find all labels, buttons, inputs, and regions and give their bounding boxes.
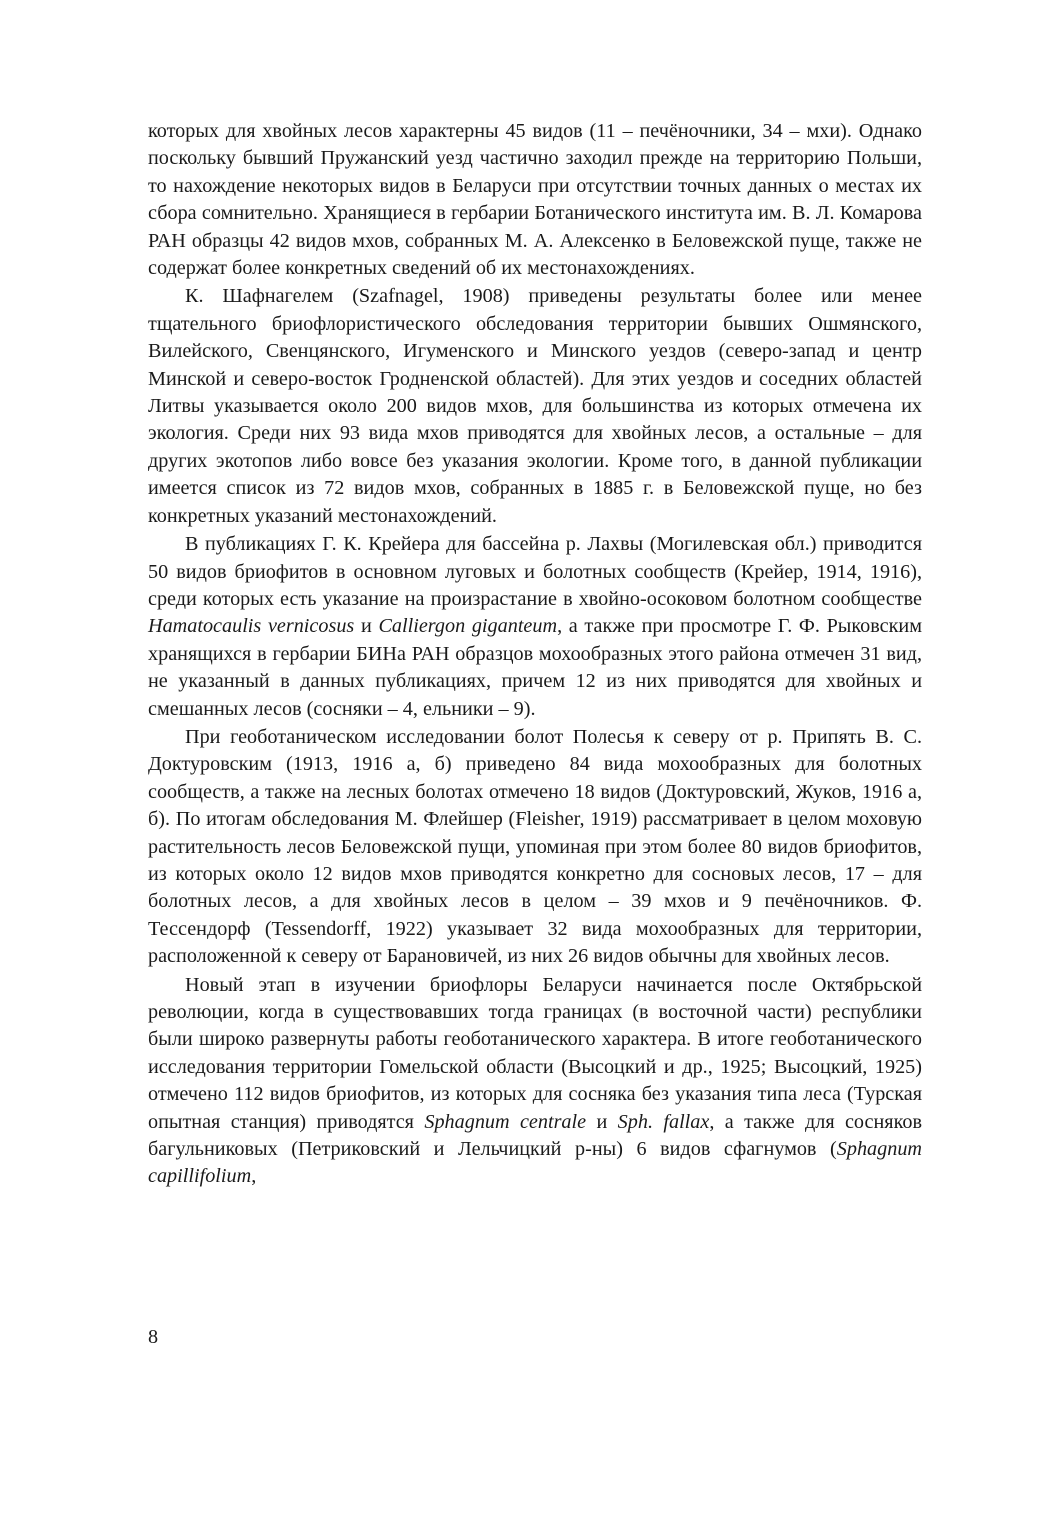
- species-name: Hamatocaulis vernicosus: [148, 615, 355, 638]
- text-run: и: [354, 615, 379, 638]
- text-run: Новый этап в изучении бриофлоры Беларуси начинается после Октябрьской революции, когда в существовавших тогда границах (в восточной части) республики были широко развернуты работы геоботанического характера. В итоге геоботанического исследования территории Гомельской области (Высоцкий и др., 1925; Высоцкий, 1925) отмечено 112 видов бриофитов, из которых для сосняка без указания типа леса (Турская опытная станция) приводятся: [148, 973, 922, 1133]
- page-number: 8: [148, 1326, 159, 1348]
- paragraph-2: [148, 283, 922, 530]
- paragraph-1: [148, 118, 922, 282]
- species-name: Sph. fallax: [617, 1110, 710, 1133]
- species-name: Sphagnum centrale: [424, 1110, 587, 1133]
- paragraph-5: [148, 972, 922, 1191]
- species-name: Calliergon giganteum: [378, 615, 558, 638]
- text-run: и: [586, 1110, 618, 1133]
- text-run: К. Шафнагелем (Szafnagel, 1908) приведены результаты более или менее тщательного бриофлористического обследования территории бывших Ошмянского, Вилейского, Свенцянского, Игуменского и Минского уездов (северо-запад и центр Минской и северо-восток Гродненской областей). Для этих уездов и соседних областей Литвы указывается около 200 видов мхов, для большинства из которых отмечена их экология. Среди них 93 вида мхов приводятся для хвойных лесов, а остальные – для других экотопов либо вовсе без указания экологии. Кроме того, в данной публикации имеется список из 72 видов мхов, собранных в 1885 г. в Беловежской пуще, но без конкретных указаний местонахождений.: [148, 285, 922, 527]
- text-run: При геоботаническом исследовании болот Полесья к северу от р. Припять В. С. Доктуровским (1913, 1916 а, б) приведено 84 вида мохообразных для болотных сообществ, а также на лесных болотах отмечено 18 видов (Доктуровский, Жуков, 1916 а, б). По итогам обследования М. Флейшер (Fleisher, 1919) рассматривает в целом моховую растительность лесов Беловежской пущи, упоминая при этом более 80 видов бриофитов, из которых около 12 видов мхов приводятся конкретно для сосновых лесов, 17 – для болотных лесов, а для хвойных лесов в целом – 39 мхов и 9 печёночников. Ф. Тессендорф (Tessendorff, 1922) указывает 32 вида мохообразных для территории, расположенной к северу от Барановичей, из них 26 видов обычны для хвойных лесов.: [148, 725, 922, 968]
- text-run: В публикациях Г. К. Крейера для бассейна р. Лахвы (Могилевская обл.) приводится 50 видов бриофитов в основном луговых и болотных сообществ (Крейер, 1914, 1916), среди которых есть указание на произрастание в хвойно-осоковом болотном сообществе: [148, 533, 922, 610]
- species-name: Sphagnum capillifolium: [148, 1138, 922, 1188]
- text-run: ,: [251, 1165, 257, 1188]
- paragraph-3: [148, 531, 922, 723]
- text-run: , а также при просмотре Г. Ф. Рыковским хранящихся в гербарии БИНа РАН образцов мохообразных этого района отмечен 31 вид, не указанный в данных публикациях, причем 12 из них приводятся для хвойных и смешанных лесов (сосняки – 4, ельники – 9).: [148, 615, 922, 720]
- text-run: которых для хвойных лесов характерны 45 видов (11 – печёночники, 34 – мхи). Однако поскольку бывший Пружанский уезд частично заходил прежде на территорию Польши, то нахождение некоторых видов в Беларуси при отсутствии точных данных о местах их сбора сомнительно. Хранящиеся в гербарии Ботанического института им. В. Л. Комарова РАН образцы 42 видов мхов, собранных М. А. Алексенко в Беловежской пуще, также не содержат более конкретных сведений об их местонахождениях.: [148, 120, 922, 280]
- page-body: [148, 118, 922, 1191]
- text-run: , а также для сосняков багульниковых (Петриковский и Лельчицкий р-ны) 6 видов сфагнумов (: [148, 1110, 922, 1161]
- paragraph-4: [148, 724, 922, 971]
